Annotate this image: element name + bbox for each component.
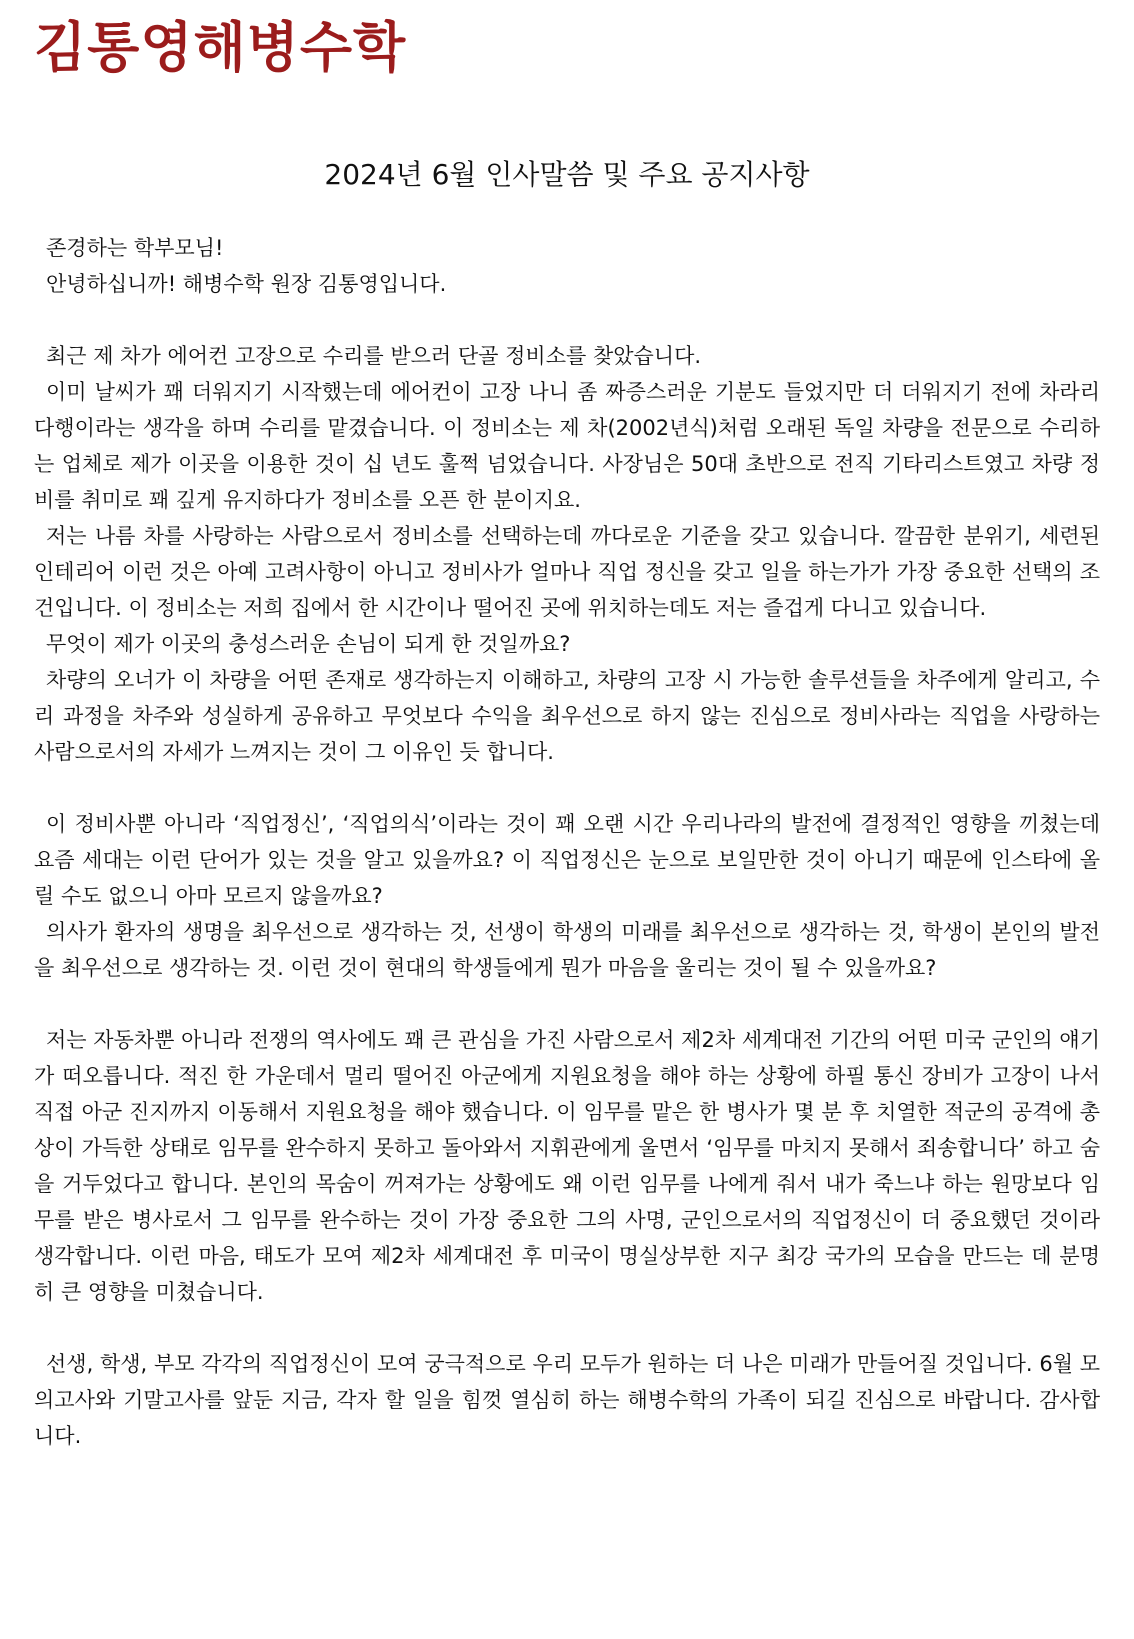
paragraph: 저는 나름 차를 사랑하는 사람으로서 정비소를 선택하는데 까다로운 기준을 갖고 있습니다. 깔끔한 분위기, 세련된 인테리어 이런 것은 아예 고려사항이 아니고 정비사가 얼마나 직업 정신을 갖고 일을 하는가가 가장 중요한 선택의 조건입니다. 이 정비소는 저희 집에서 한 시간이나 떨어진 곳에 위치하는데도 저는 즐겁게 다니고 있습니다. xyxy=(34,524,1100,620)
paragraph: 이미 날씨가 꽤 더워지기 시작했는데 에어컨이 고장 나니 좀 짜증스러운 기분도 들었지만 더 더워지기 전에 차라리 다행이라는 생각을 하며 수리를 맡겼습니다. 이 정비소는 제 차(2002년식)처럼 오래된 독일 차량을 전문으로 수리하는 업체로 제가 이곳을 이용한 것이 십 년도 훌쩍 넘었습니다. 사장님은 50대 초반으로 전직 기타리스트였고 차량 정비를 취미로 꽤 깊게 유지하다가 정비소를 오픈 한 분이지요. xyxy=(34,380,1100,512)
paragraph: 무엇이 제가 이곳의 충성스러운 손님이 되게 한 것일까요? xyxy=(46,632,571,656)
letter-body xyxy=(34,230,1100,1454)
intro-line: 안녕하십니까! 해병수학 원장 김통영입니다. xyxy=(46,272,447,296)
academy-logo: 김통영해병수학 xyxy=(34,15,407,79)
closing-paragraph: 선생, 학생, 부모 각각의 직업정신이 모여 궁극적으로 우리 모두가 원하는 더 나은 미래가 만들어질 것입니다. 6월 모의고사와 기말고사를 앞둔 지금, 각자 할 일을 힘껏 열심히 하는 해병수학의 가족이 되길 진심으로 바랍니다. 감사합니다. xyxy=(34,1352,1100,1448)
paragraph: 의사가 환자의 생명을 최우선으로 생각하는 것, 선생이 학생의 미래를 최우선으로 생각하는 것, 학생이 본인의 발전을 최우선으로 생각하는 것. 이런 것이 현대의 학생들에게 뭔가 마음을 울리는 것이 될 수 있을까요? xyxy=(34,920,1100,980)
paragraph: 저는 자동차뿐 아니라 전쟁의 역사에도 꽤 큰 관심을 가진 사람으로서 제2차 세계대전 기간의 어떤 미국 군인의 얘기가 떠오릅니다. 적진 한 가운데서 멀리 떨어진 아군에게 지원요청을 해야 하는 상황에 하필 통신 장비가 고장이 나서 직접 아군 진지까지 이동해서 지원요청을 해야 했습니다. 이 임무를 맡은 한 병사가 몇 분 후 치열한 적군의 공격에 총상이 가득한 상태로 임무를 완수하지 못하고 돌아와서 지휘관에게 울면서 ‘임무를 마치지 못해서 죄송합니다’ 하고 숨을 거두었다고 합니다. 본인의 목숨이 꺼져가는 상황에도 왜 이런 임무를 나에게 줘서 내가 죽느냐 하는 원망보다 임무를 받은 병사로서 그 임무를 완수하는 것이 가장 중요한 그의 사명, 군인으로서의 직업정신이 더 중요했던 것이라 생각합니다. 이런 마음, 태도가 모여 제2차 세계대전 후 미국이 명실상부한 지구 최강 국가의 모습을 만드는 데 분명히 큰 영향을 미쳤습니다. xyxy=(34,1028,1100,1304)
paragraph: 이 정비사뿐 아니라 ‘직업정신’, ‘직업의식’이라는 것이 꽤 오랜 시간 우리나라의 발전에 결정적인 영향을 끼쳤는데 요즘 세대는 이런 단어가 있는 것을 알고 있을까요? 이 직업정신은 눈으로 보일만한 것이 아니기 때문에 인스타에 올릴 수도 없으니 아마 모르지 않을까요? xyxy=(34,812,1100,908)
paragraph: 차량의 오너가 이 차량을 어떤 존재로 생각하는지 이해하고, 차량의 고장 시 가능한 솔루션들을 차주에게 알리고, 수리 과정을 차주와 성실하게 공유하고 무엇보다 수익을 최우선으로 하지 않는 진심으로 정비사라는 직업을 사랑하는 사람으로서의 자세가 느껴지는 것이 그 이유인 듯 합니다. xyxy=(34,668,1100,764)
page-title: 2024년 6월 인사말씀 및 주요 공지사항 xyxy=(324,158,810,191)
greeting-line: 존경하는 학부모님! xyxy=(46,236,224,260)
paragraph: 최근 제 차가 에어컨 고장으로 수리를 받으러 단골 정비소를 찾았습니다. xyxy=(46,344,702,368)
